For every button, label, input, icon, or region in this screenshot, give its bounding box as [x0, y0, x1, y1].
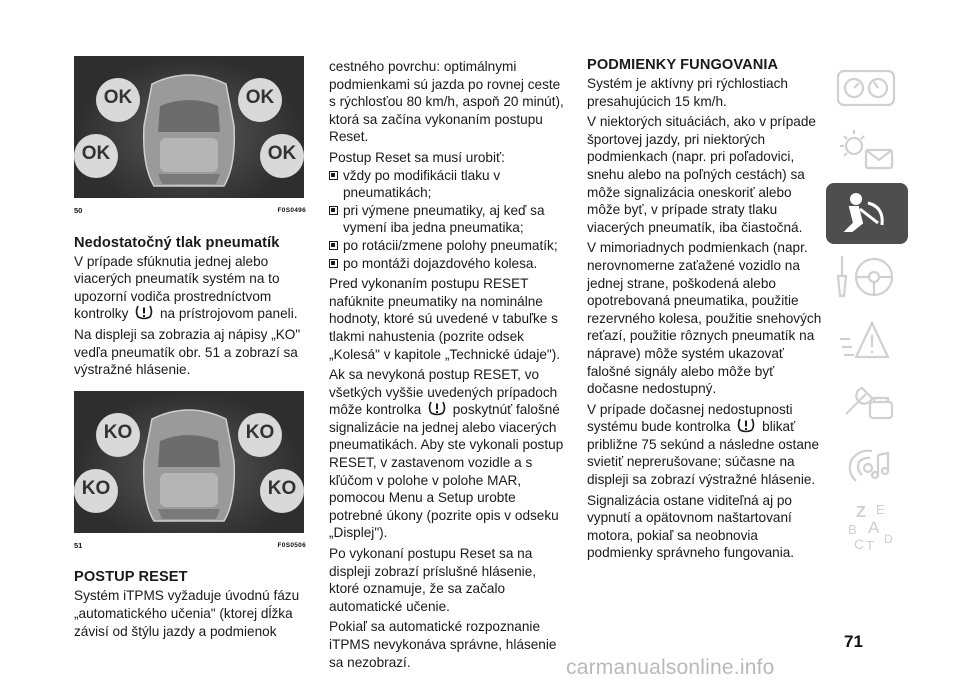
bullet-icon [329, 241, 338, 250]
tire-status-front-left: KO [103, 421, 133, 443]
paragraph-text: Ak sa nevykoná postup RESET, vo všetkých vyššie uvedených prípadoch môže kontrolka [329, 367, 558, 418]
chapter-tab-starting[interactable] [826, 246, 908, 307]
list-item [329, 202, 567, 237]
paragraph: Systém je aktívny pri rýchlostiach presahujúcich 15 km/h. [587, 76, 788, 109]
figure-number: 50 [74, 206, 83, 215]
bullet-icon [329, 259, 338, 268]
tire-pressure-warning-icon [134, 305, 154, 320]
index-letter: D [884, 532, 893, 546]
figure-number: 51 [74, 540, 83, 550]
bullet-icon [329, 206, 338, 215]
tire-status-rear-right: KO [267, 477, 297, 499]
figure-tire-ko [74, 391, 304, 533]
chapter-tab-multimedia[interactable] [826, 435, 908, 496]
index-letter: B [848, 522, 857, 537]
index-letter: E [876, 502, 885, 517]
section-heading: POSTUP RESET [74, 569, 188, 586]
paragraph [587, 401, 823, 489]
paragraph: Po vykonaní postupu Reset sa na displeji zobrazí príslušné hlásenie, ktoré oznamuje, že sa začalo automatické učenie. [329, 546, 537, 614]
page-number: 71 [844, 632, 863, 651]
paragraph: Pred vykonaním postupu RESET nafúknite pneumatiky na nominálne hodnoty, ktoré sú uvedené v tabuľke s tlakmi nahustenia (pozrite odsek „Kolesá" v kapitole „Technické údaje"). [329, 276, 561, 362]
column-right [587, 56, 823, 565]
chapter-tab-emergency[interactable] [826, 309, 908, 370]
chapter-tab-maintenance[interactable] [826, 372, 908, 433]
paragraph: cestného povrchu: optimálnymi podmienkami sú jazda po rovnej ceste s rýchlosťou 80 km/h, aspoň 20 minút), ktorá sa začína vykonaním postupu Reset. [329, 59, 564, 145]
chapter-tab-index[interactable] [826, 498, 908, 559]
dashboard-icon [826, 57, 908, 118]
bullet-icon [329, 171, 338, 180]
index-letter: C [854, 536, 865, 552]
car-outline [144, 75, 235, 186]
lights-icon [826, 120, 908, 181]
list-item-text: po rotácii/zmene polohy pneumatík; [343, 237, 558, 253]
tire-status-front-left: OK [103, 87, 133, 108]
index-letter: A [868, 518, 880, 537]
paragraph: V mimoriadnych podmienkach (napr. nerovnomerne zaťažené vozidlo na jednej strane, poškodená alebo opotrebovaná pneumatika, použitie rezervného kolesa, použitie snehových reťazí, použitie rôznych pneumatík na náprave) môže systém ukazovať falošné signály alebo môže byť dočasne nedostupný. [587, 240, 822, 397]
figure-code: F0S0496 [277, 207, 306, 214]
car-top-view-illustration [74, 391, 304, 533]
footer-watermark: carmanualsonline.info [566, 656, 775, 679]
tire-status-rear-left: KO [81, 477, 111, 499]
list-item [329, 237, 567, 255]
list-item [329, 255, 567, 273]
list-item-text: po montáži dojazdového kolesa. [343, 255, 538, 271]
maintenance-icon [826, 372, 908, 433]
list-item-text: vždy po modifikácii tlaku v pneumatikách; [343, 167, 501, 201]
car-outline [144, 410, 235, 521]
paragraph [329, 366, 567, 542]
paragraph [74, 253, 306, 323]
paragraph-text: poskytnúť falošné signalizácie na jednej alebo viacerých pneumatikách. Aby ste vykonali postup RESET, v zastavenom vozidle a s kľúčom v polohe v polohe MAR, pomocou Menu a Setup urobte potrebné úkony (pozrite opis v odseku „Displej"). [329, 402, 564, 541]
paragraph: Signalizácia ostane viditeľná aj po vypnutí a opätovnom naštartovaní motora, pokiaľ sa neobnovia podmienky správneho fungovania. [587, 492, 795, 561]
multimedia-icon [826, 435, 908, 496]
paragraph: V niektorých situáciách, ako v prípade športovej jazdy, pri niektorých podmienkach (napr. pri poľadovici, snehu alebo na poľných cestách) sa môže signalizácia oneskoriť alebo môže byť, v prípade straty tlaku viacerých pneumatík, iba čiastočná. [587, 114, 816, 235]
tire-pressure-warning-icon [736, 418, 756, 433]
starting-icon [826, 246, 908, 307]
figure-tire-ok [74, 56, 304, 198]
paragraph: Pokiaľ sa automatické rozpoznanie iTPMS nevykonáva správne, hlásenie sa nezobrazí. [329, 619, 557, 670]
list-item [329, 167, 567, 202]
index-letter: Z [856, 504, 866, 521]
paragraph: Na displeji sa zobrazia aj nápisy „KO" vedľa pneumatík obr. 51 a zobrazí sa výstražné hlásenie. [74, 326, 301, 378]
chapter-sidebar [826, 57, 908, 561]
list-item-text: pri výmene pneumatiky, aj keď sa vymení iba jedna pneumatika; [343, 202, 545, 236]
paragraph-text: blikať približne 75 sekúnd a následne ostane svietiť neprerušovane; súčasne na displeji sa zobrazí výstražné hlásenie. [587, 419, 820, 488]
figure-code: F0S0506 [277, 541, 306, 549]
paragraph-text: V prípade sfúknutia jednej alebo viacerých pneumatík systém na to upozorní vodiča prostredníctvom kontrolky [74, 253, 280, 322]
paragraph: Postup Reset sa musí urobiť: [329, 149, 505, 165]
figure-caption [74, 202, 306, 220]
paragraph: Systém iTPMS vyžaduje úvodnú fázu „automatického učenia" (ktorej dĺžka závisí od štýlu jazdy a podmienok [74, 588, 300, 639]
tire-status-front-right: KO [245, 421, 275, 443]
section-heading: PODMIENKY FUNGOVANIA [587, 57, 779, 73]
index-letter: T [866, 538, 874, 553]
chapter-tab-lights[interactable] [826, 120, 908, 181]
paragraph-text: na prístrojovom paneli. [159, 306, 298, 322]
safety-icon [826, 183, 908, 244]
column-left [74, 56, 306, 643]
emergency-icon [826, 309, 908, 370]
tire-pressure-warning-icon [427, 401, 447, 416]
car-top-view-illustration [74, 56, 304, 198]
figure-caption [74, 537, 306, 555]
chapter-tab-dashboard[interactable] [826, 57, 908, 118]
tire-status-rear-left: OK [81, 143, 111, 164]
chapter-tab-safety[interactable] [826, 183, 908, 244]
section-heading: Nedostatočný tlak pneumatík [74, 234, 280, 251]
tire-status-front-right: OK [245, 87, 275, 108]
column-middle [329, 58, 567, 674]
paragraph-text: V prípade dočasnej nedostupnosti systému bude kontrolka [587, 401, 793, 435]
tire-status-rear-right: OK [267, 143, 297, 164]
